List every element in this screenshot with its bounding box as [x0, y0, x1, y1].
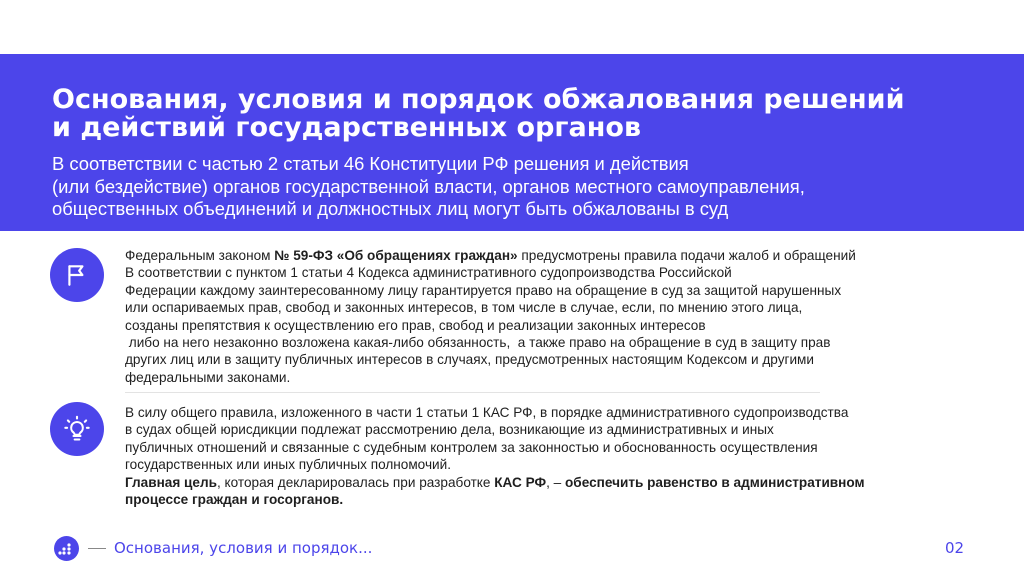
- law-line-post: предусмотрены правила подачи жалоб и обращений: [517, 248, 856, 263]
- footer-logo: [54, 536, 79, 561]
- title-line-2: и действий государственных органов: [52, 112, 642, 143]
- lightbulb-icon: [63, 415, 91, 443]
- title-line-1: Основания, условия и порядок обжалования решений: [52, 84, 905, 115]
- text-block-kas: [125, 404, 985, 508]
- footer-dash: [88, 548, 106, 549]
- footer-title: Основания, условия и порядок...: [114, 539, 373, 557]
- flag-icon: [64, 262, 90, 288]
- law-line: [125, 247, 985, 264]
- block2-line-2: в судах общей юрисдикции подлежат рассмотрению дела, возникающие из административных и иных: [125, 422, 774, 438]
- subtitle-line-3: общественных объединений и должностных лиц могут быть обжалованы в суд: [52, 198, 729, 219]
- goal-label: Главная цель: [125, 474, 217, 490]
- law-line-pre: Федеральным законом: [125, 248, 275, 263]
- goal-code: КАС РФ: [494, 474, 547, 490]
- block1-line-7: федеральными законами.: [125, 369, 291, 385]
- page-subtitle: [52, 153, 982, 221]
- subtitle-line-2: (или бездействие) органов государственной власти, органов местного самоуправления,: [52, 175, 805, 197]
- block1-line-2: Федерации каждому заинтересованному лицу гарантируется право на обращение в суд за защитой нарушенных: [125, 282, 842, 298]
- block2-line-1: В силу общего правила, изложенного в части 1 статьи 1 КАС РФ, в порядке административного судопроизводства: [125, 405, 849, 420]
- goal-line-2: [125, 491, 985, 508]
- block2-line-4: государственных или иных публичных полномочий.: [125, 457, 451, 473]
- flag-badge: [50, 248, 104, 302]
- section-divider: [125, 392, 820, 393]
- law-name: № 59-ФЗ «Об обращениях граждан»: [274, 248, 518, 263]
- text-block-law: [125, 247, 985, 386]
- block1-line-3: или оспариваемых прав, свобод и законных интересов, в том числе в случае, если, по мнению этого лица,: [125, 300, 803, 316]
- page-number: 02: [945, 539, 965, 557]
- goal-text-2: процессе граждан и госорганов.: [125, 492, 344, 508]
- block2-line-3: публичных отношений и связанные с судебным контролем за законностью и обоснованность осуществления: [125, 439, 818, 455]
- block1-line-6: других лиц или в защиту публичных интересов в случаях, предусмотренных настоящим Кодексом и другими: [125, 352, 814, 368]
- page-title: [52, 86, 992, 142]
- subtitle-line-1: В соответствии с частью 2 статьи 46 Конституции РФ решения и действия: [52, 153, 689, 174]
- block1-line-5: либо на него незаконно возложена какая-либо обязанность, а также право на обращение в суд в защиту прав: [125, 335, 831, 351]
- dots-icon: [54, 536, 79, 561]
- block1-line-4: созданы препятствия к осуществлению его прав, свобод и реализации законных интересов: [125, 317, 706, 333]
- goal-text: обеспечить равенство в административном: [565, 474, 865, 490]
- goal-line: [125, 474, 985, 491]
- goal-mid: , которая декларировалась при разработке: [216, 474, 495, 490]
- block1-line-1: В соответствии с пунктом 1 статьи 4 Кодекса административного судопроизводства Российской: [125, 265, 732, 281]
- lightbulb-badge: [50, 402, 104, 456]
- goal-sep: , –: [546, 474, 565, 490]
